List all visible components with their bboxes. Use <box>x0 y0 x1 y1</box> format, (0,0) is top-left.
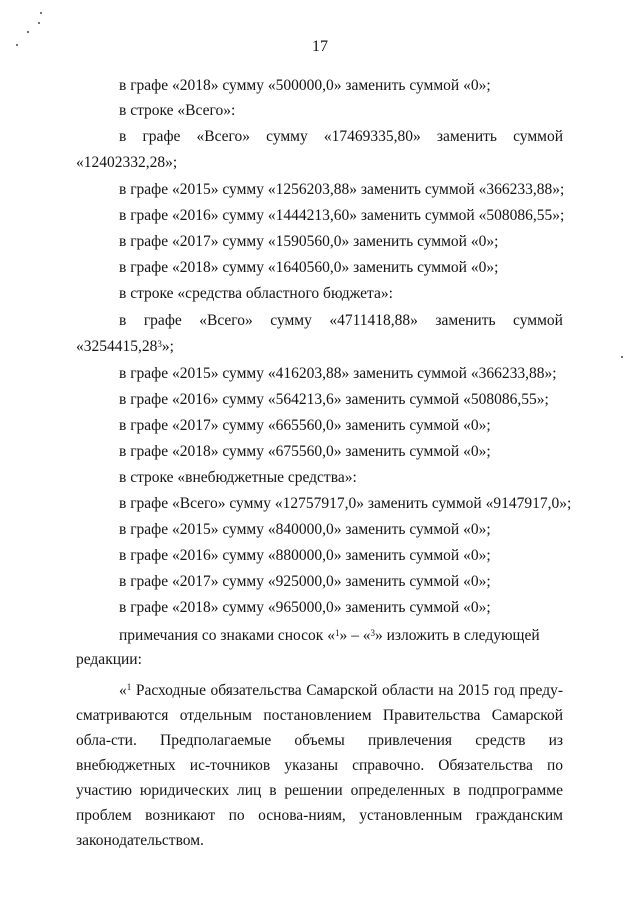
scan-speck <box>38 22 40 24</box>
text-line: «12402332,28»; <box>76 154 178 171</box>
text-line: в графе «2015» сумму «416203,88» заменить суммой «366233,88»; <box>119 365 557 382</box>
word: в <box>119 312 127 329</box>
text-line: в графе «2018» сумму «1640560,0» заменить суммой «0»; <box>119 259 499 276</box>
footnote-mark: 1 <box>126 682 132 692</box>
word: заменить <box>436 128 497 145</box>
footnote-mark: 3 <box>370 628 375 638</box>
text-line: в графе «2017» сумму «925000,0» заменить суммой «0»; <box>119 573 491 590</box>
text-fragment: «3254415,28 <box>76 338 158 355</box>
text-line: в графе «2018» сумму «965000,0» заменить суммой «0»; <box>119 599 491 616</box>
text-fragment: » – « <box>339 627 371 644</box>
word: сумму <box>270 312 312 329</box>
text-line: в графе «2018» сумму «500000,0» заменить суммой «0»; <box>119 77 491 94</box>
word: графе <box>143 312 182 329</box>
text-line: в графе «2017» сумму «665560,0» заменить суммой «0»; <box>119 417 491 434</box>
word: заменить <box>435 312 496 329</box>
text-fragment: »; <box>161 338 174 355</box>
scan-speck <box>40 12 42 14</box>
text-line: в графе «2015» сумму «1256203,88» заменить суммой «366233,88»; <box>119 181 565 198</box>
word: графе <box>142 128 181 145</box>
text-line: в графе «2016» сумму «1444213,60» заменить суммой «508086,55»; <box>119 207 565 224</box>
footnote-mark: 1 <box>334 628 340 638</box>
text-line: редакции: <box>76 651 142 668</box>
text-line: в строке «Всего»: <box>119 102 236 119</box>
footnote-mark: 3 <box>157 339 162 349</box>
text-fragment: « <box>119 682 127 699</box>
text-fragment: » изложить в следующей <box>374 627 540 644</box>
text-line: в графе «2016» сумму «564213,6» заменить суммой «508086,55»; <box>119 391 549 408</box>
justified-line <box>119 127 563 147</box>
word: суммой <box>513 128 563 145</box>
page-number: 17 <box>312 38 328 55</box>
word: «Всего» <box>196 128 251 145</box>
word: «4711418,88» <box>329 312 418 329</box>
text-fragment: примечания со знаками сносок « <box>119 627 335 644</box>
justified-line <box>119 311 563 331</box>
word: «Всего» <box>199 312 253 329</box>
word: сумму <box>266 128 308 145</box>
text-fragment <box>119 626 540 646</box>
word: «17469335,80» <box>323 128 421 145</box>
text-line: в графе «2017» сумму «1590560,0» заменить суммой «0»; <box>119 233 499 250</box>
footnote-text: Расходные обязательства Самарской области на 2015 год преду-сматриваются отдельным постановлением Правительства Самарской обла-сти. Предполагаемые объемы привлечения средств из внебюджетных ис-точников указаны справочно. Обязательства по участию юридических лиц в решении определенных в подпрограмме проблем возникают по основа-ниям, установленным гражданским законодательством. <box>76 682 563 849</box>
text-line: в графе «Всего» сумму «12757917,0» заменить суммой «9147917,0»; <box>119 495 572 512</box>
text-line: в графе «2018» сумму «675560,0» заменить суммой «0»; <box>119 443 491 460</box>
text-line: в строке «средства областного бюджета»: <box>119 285 393 302</box>
word: в <box>119 128 127 145</box>
word: суммой <box>513 312 563 329</box>
justified-line <box>119 626 563 646</box>
footnote-paragraph <box>76 678 563 853</box>
text-line: в графе «2015» сумму «840000,0» заменить суммой «0»; <box>119 521 491 538</box>
text-line <box>76 337 174 357</box>
text-line: в графе «2016» сумму «880000,0» заменить суммой «0»; <box>119 547 491 564</box>
scan-speck <box>27 31 29 33</box>
scan-speck <box>621 356 623 358</box>
text-line: в строке «внебюджетные средства»: <box>119 469 357 486</box>
